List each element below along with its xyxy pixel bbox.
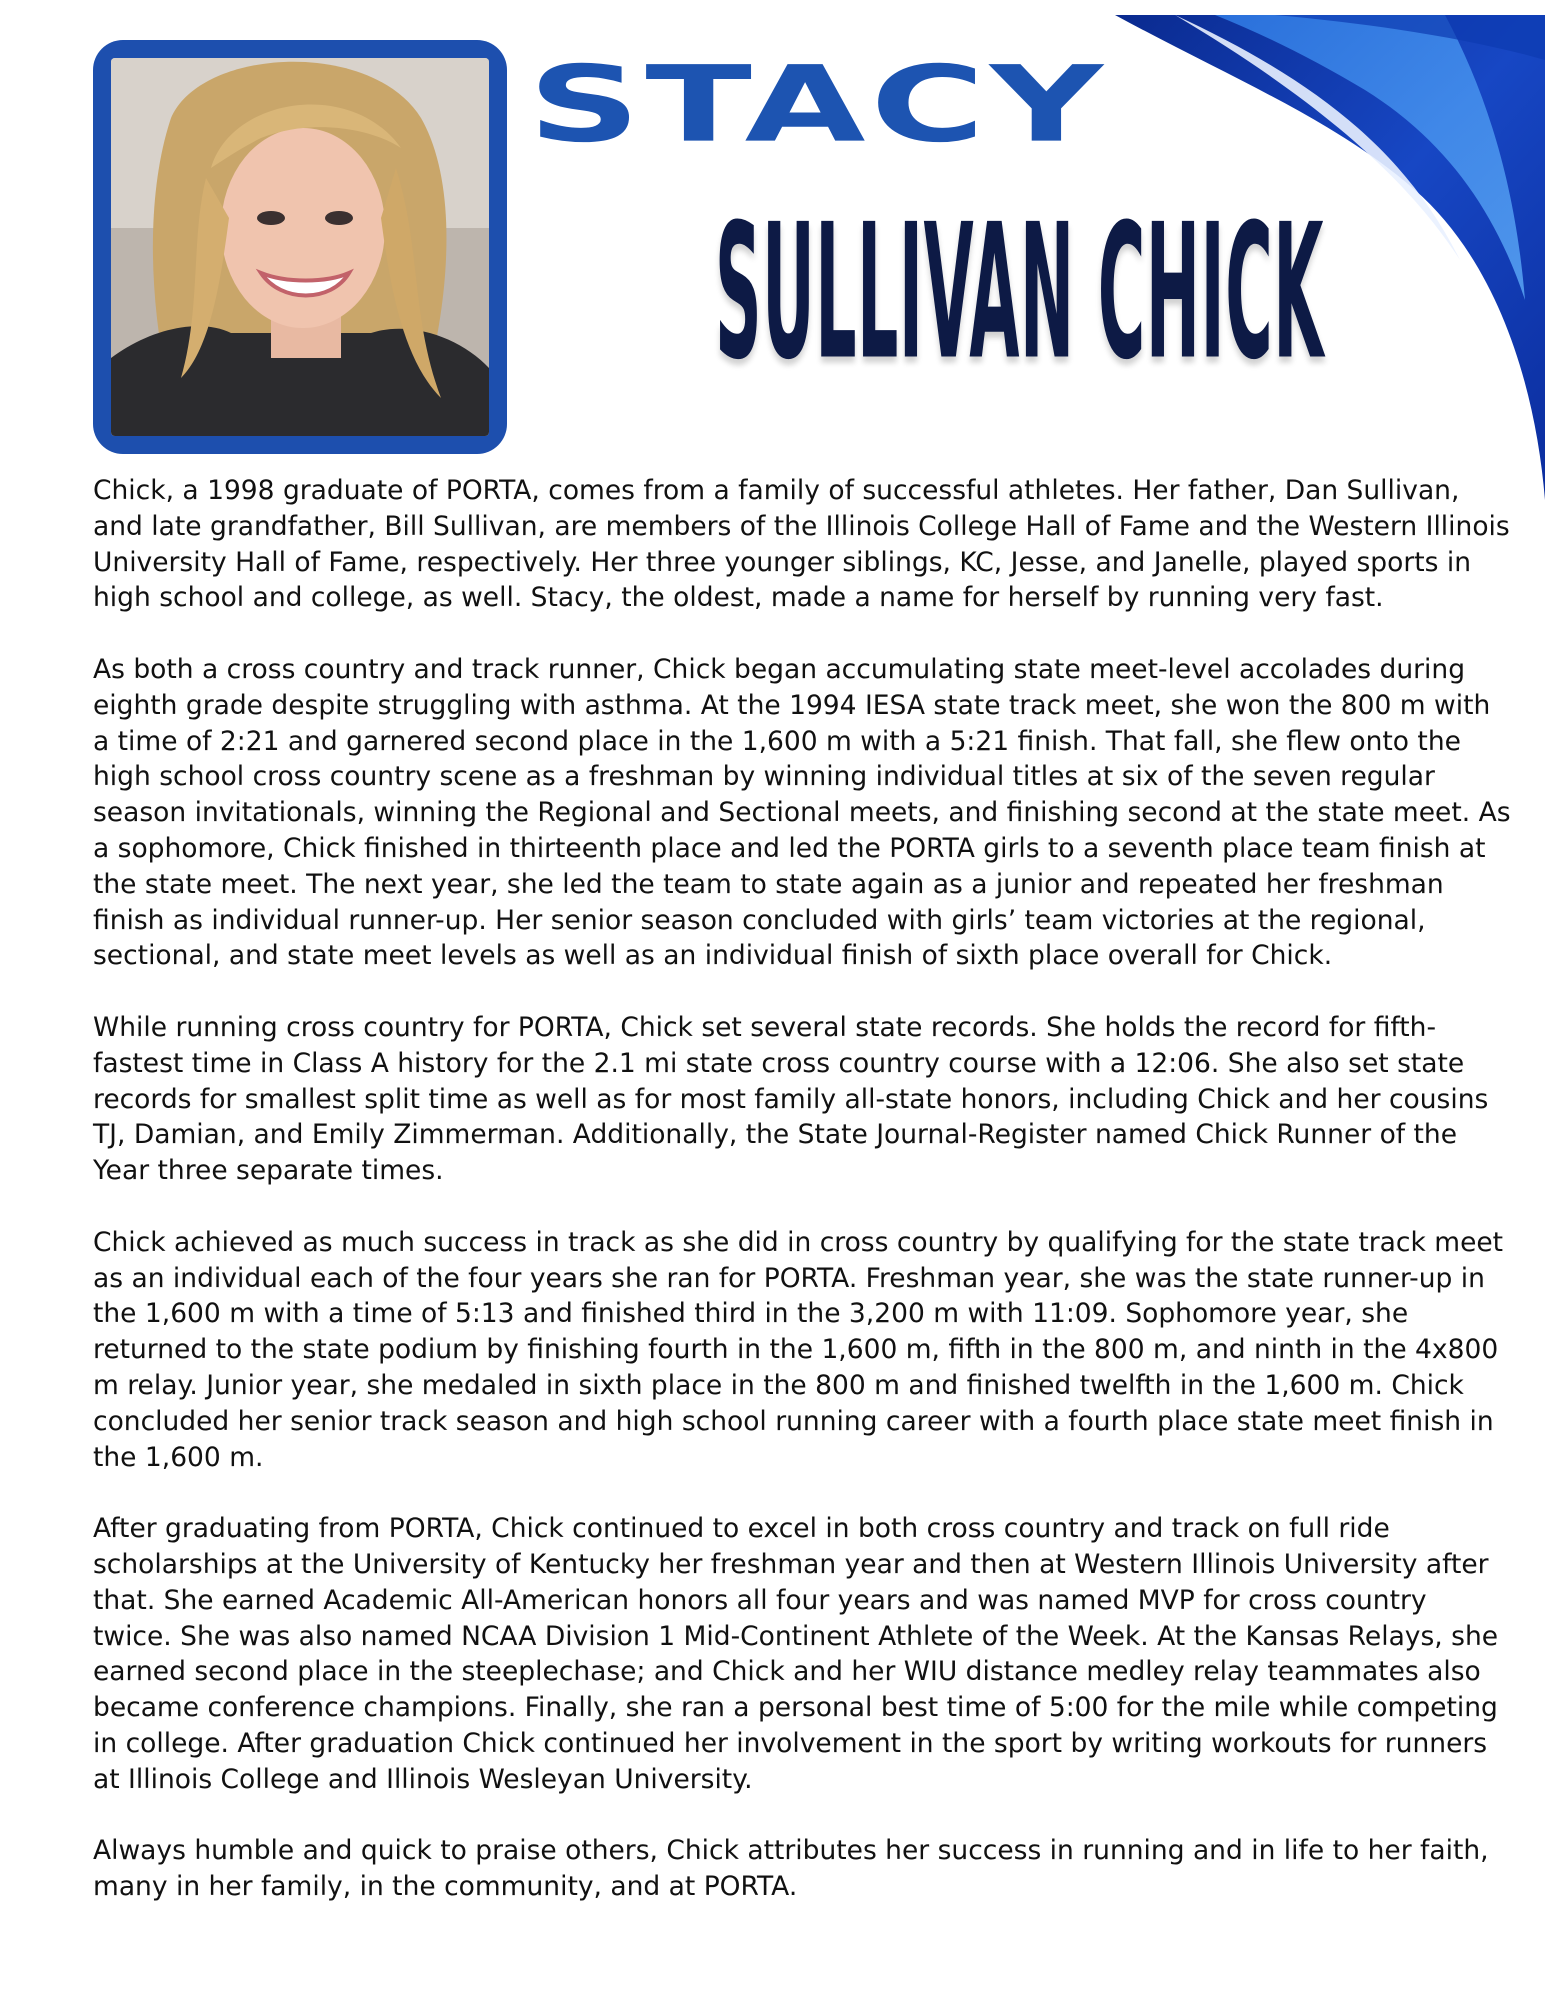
bio-paragraph: Chick achieved as much success in track as she did in cross country by qualifying for the state track meet as an individual each of the four years she ran for PORTA. Freshman year, she was the state runner-up in the 1,600 m with a time of 5:13 and finished third in the 3,200 m with 11:09. Sophomore year, she returned to the state podium by finishing fourth in the 1,600 m, fifth in the 800 m, and ninth in the 4x800 m relay. Junior year, she medaled in sixth place in the 800 m and finished twelfth in the 1,600 m. Chick concluded her senior track season and high school running career with a fourth place state meet finish in the 1,600 m. <box>93 1226 1504 1473</box>
portrait-icon <box>111 58 489 436</box>
bio-paragraph: Always humble and quick to praise others, Chick attributes her success in running and in life to her faith, many in her family, in the community, and at PORTA. <box>93 1835 1489 1903</box>
bio-paragraph: As both a cross country and track runner, Chick began accumulating state meet-level accolades during eighth grade despite struggling with asthma. At the 1994 IESA state track meet, she won the 800 m with a time of 2:21 and garnered second place in the 1,600 m with a 5:21 finish. That fall, she flew onto the high school cross country scene as a freshman by winning individual titles at six of the seven regular season invitationals, winning the Regional and Sectional meets, and finishing second at the state meet. As a sophomore, Chick finished in thirteenth place and led the PORTA girls to a seventh place team finish at the state meet. The next year, she led the team to state again as a junior and repeated her freshman finish as individual runner-up. Her senior season concluded with girls’ team victories at the regional, sectional, and state meet levels as well as an individual finish of sixth place overall for Chick. <box>93 653 1511 972</box>
bio-paragraph: Chick, a 1998 graduate of PORTA, comes from a family of successful athletes. Her father, Dan Sullivan, and late grandfather, Bill Sullivan, are members of the Illinois College Hall of Fame and the Western Illinois University Hall of Fame, respectively. Her three younger siblings, KC, Jesse, and Janelle, played sports in high school and college, as well. Stacy, the oldest, made a name for herself by running very fast. <box>93 475 1510 614</box>
portrait-frame <box>93 40 507 454</box>
first-name-heading: STACY <box>528 43 1108 167</box>
bio-paragraph: While running cross country for PORTA, Chick set several state records. She holds the record for fifth-fastest time in Class A history for the 2.1 mi state cross country course with a 12:06. She also set state records for smallest split time as well as for most family all-state honors, including Chick and her cousins TJ, Damian, and Emily Zimmerman. Additionally, the State Journal-Register named Chick Runner of the Year three separate times. <box>93 1011 1489 1187</box>
last-name-heading: SULLIVAN CHICK <box>715 185 1325 402</box>
biography <box>93 473 1513 1941</box>
portrait-photo <box>111 58 489 436</box>
bio-paragraph: After graduating from PORTA, Chick continued to excel in both cross country and track on full ride scholarships at the University of Kentucky her freshman year and then at Western Illinois University after that. She earned Academic All-American honors all four years and was named MVP for cross country twice. She was also named NCAA Division 1 Mid-Continent Athlete of the Week. At the Kansas Relays, she earned second place in the steeplechase; and Chick and her WIU distance medley relay teammates also became conference champions. Finally, she ran a personal best time of 5:00 for the mile while competing in college. After graduation Chick continued her involvement in the sport by writing workouts for runners at Illinois College and Illinois Wesleyan University. <box>93 1513 1499 1795</box>
